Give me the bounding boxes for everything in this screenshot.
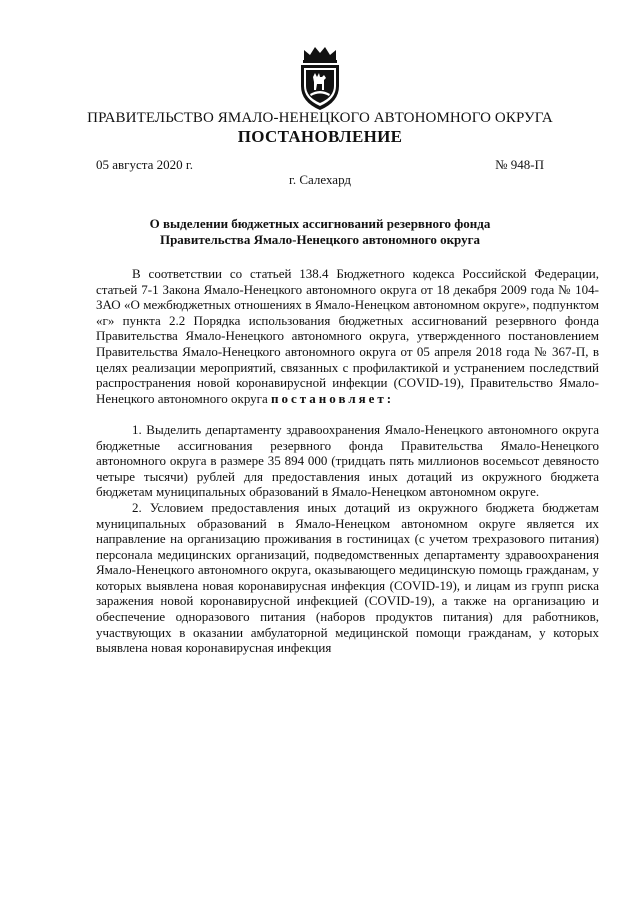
- title-line-1: О выделении бюджетных ассигнований резервного фонда: [149, 216, 491, 231]
- authority-name: ПРАВИТЕЛЬСТВО ЯМАЛО-НЕНЕЦКОГО АВТОНОМНОГО ОКРУГА: [87, 110, 553, 126]
- document-title: [96, 216, 544, 248]
- resolves-word: постановляет:: [271, 390, 395, 406]
- document-date: 05 августа 2020 г.: [96, 157, 193, 172]
- preamble-paragraph: [96, 266, 599, 406]
- clause-2: 2. Условием предоставления иных дотаций из окружного бюджета бюджетам муниципальных образований в Ямало-Ненецком автономном округе является их направление на организацию проживания в гостиницах (с учетом трехразового питания) персонала медицинских организаций, подведомственных департаменту здравоохранения Ямало-Ненецкого автономного округа, оказывающего медицинскую помощь гражданам, у которых выявлена новая коронавирусная инфекция (COVID-19), и лицам из групп риска заражения новой коронавирусной инфекцией (COVID-19), а также на организацию и обеспечение одноразового питания (наборов продуктов питания) для работников, участвующих в оказании амбулаторной медицинской помощи гражданам, у которых выявлена новая коронавирусная инфекция: [96, 499, 599, 656]
- document-body: [96, 266, 599, 656]
- title-line-2: Правительства Ямало-Ненецкого автономного округа: [159, 232, 481, 247]
- clause-1: 1. Выделить департаменту здравоохранения Ямало-Ненецкого автономного округа бюджетные ассигнования резервного фонда Правительства Ямало-Ненецкого автономного округа в размере 35 894 000 (тридцать пять миллионов восемьсот девяносто четыре тысячи) рублей для предоставления иных дотаций из окружного бюджета бюджетам муниципальных образований в Ямало-Ненецком автономном округе.: [96, 421, 599, 500]
- document-type: ПОСТАНОВЛЕНИЕ: [237, 127, 403, 146]
- preamble-text: В соответствии со статьей 138.4 Бюджетного кодекса Российской Федерации, статьей 7-1 Закона Ямало-Ненецкого автономного округа от 18 декабря 2009 года № 104-ЗАО «О межбюджетных отношениях в Ямало-Ненецком автономном округе», подпунктом «г» пункта 2.2 Порядка использования бюджетных ассигнований резервного фонда Правительства Ямало-Ненецкого автономного округа, утвержденного постановлением Правительства Ямало-Ненецкого автономного округа от 05 апреля 2018 года № 367-П, в целях реализации мероприятий, связанных с профилактикой и устранением последствий распространения новой коронавирусной инфекции (COVID-19), Правительство Ямало-Ненецкого автономного округа: [96, 266, 599, 406]
- coat-of-arms-icon: [296, 46, 344, 112]
- document-number: № 948-П: [495, 157, 544, 172]
- document-city: г. Салехард: [288, 172, 352, 187]
